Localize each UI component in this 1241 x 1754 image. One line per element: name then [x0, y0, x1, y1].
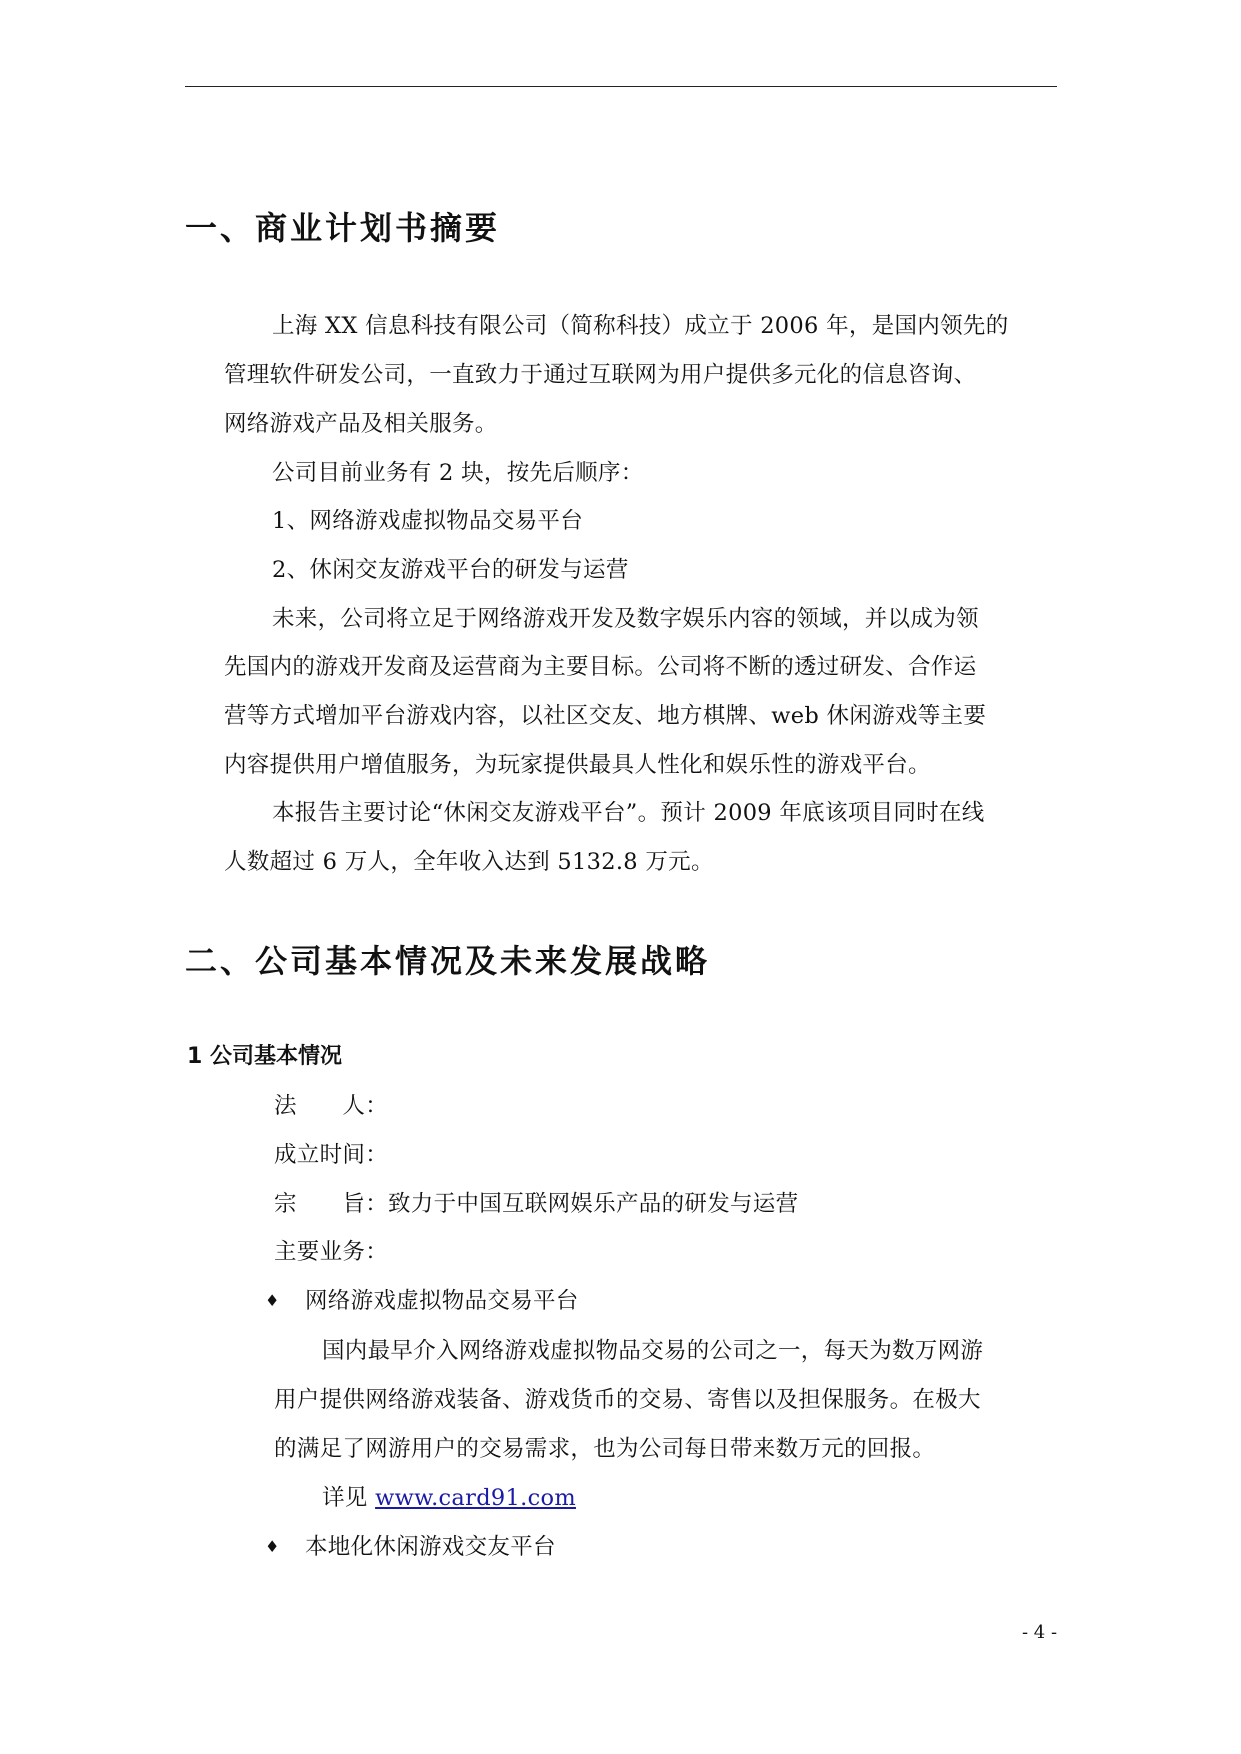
detail-line — [322, 1483, 576, 1513]
paragraph-line: 未来，公司将立足于网络游戏开发及数字娱乐内容的领域，并以成为领 — [272, 606, 979, 632]
paragraph-line: 用户提供网络游戏装备、游戏货币的交易、寄售以及担保服务。在极大 — [274, 1387, 981, 1413]
section-1-title: 一、商业计划书摘要 — [185, 209, 501, 247]
list-item: 1、网络游戏虚拟物品交易平台 — [272, 508, 584, 534]
paragraph-line: 管理软件研发公司，一直致力于通过互联网为用户提供多元化的信息咨询、 — [224, 362, 977, 388]
paragraph-line: 国内最早介入网络游戏虚拟物品交易的公司之一，每天为数万网游 — [322, 1338, 984, 1364]
paragraph-line: 营等方式增加平台游戏内容，以社区交友、地方棋牌、web 休闲游戏等主要 — [224, 703, 987, 729]
bullet-1-title: 网络游戏虚拟物品交易平台 — [305, 1288, 579, 1314]
paragraph-line: 上海 XX 信息科技有限公司（简称科技）成立于 2006 年，是国内领先的 — [272, 313, 1009, 339]
purpose-line: 宗 旨：致力于中国互联网娱乐产品的研发与运营 — [274, 1191, 799, 1217]
paragraph-line: 网络游戏产品及相关服务。 — [224, 411, 498, 437]
bullet-2-title: 本地化休闲游戏交友平台 — [305, 1534, 556, 1560]
paragraph-line: 内容提供用户增值服务，为玩家提供最具人性化和娱乐性的游戏平台。 — [224, 752, 931, 778]
paragraph-line: 人数超过 6 万人，全年收入达到 5132.8 万元。 — [224, 849, 714, 875]
list-item: 2、休闲交友游戏平台的研发与运营 — [272, 557, 629, 583]
paragraph-line: 的满足了网游用户的交易需求，也为公司每日带来数万元的回报。 — [274, 1436, 936, 1462]
paragraph-line: 公司目前业务有 2 块，按先后顺序： — [272, 460, 644, 486]
detail-prefix: 详见 — [322, 1485, 376, 1511]
page-number: - 4 - — [1022, 1622, 1058, 1643]
legal-person-label: 法 人： — [274, 1093, 389, 1119]
paragraph-line: 本报告主要讨论“休闲交友游戏平台”。预计 2009 年底该项目同时在线 — [272, 800, 985, 826]
founded-label: 成立时间： — [274, 1142, 389, 1168]
website-link[interactable]: www.card91.com — [375, 1485, 576, 1511]
diamond-bullet-icon: ♦ — [265, 1537, 280, 1556]
paragraph-line: 先国内的游戏开发商及运营商为主要目标。公司将不断的透过研发、合作运 — [224, 654, 977, 680]
diamond-bullet-icon: ♦ — [265, 1291, 280, 1310]
main-business-label: 主要业务： — [274, 1239, 389, 1265]
header-rule — [185, 86, 1057, 87]
subsection-1-title: 1 公司基本情况 — [187, 1044, 342, 1069]
section-2-title: 二、公司基本情况及未来发展战略 — [185, 942, 711, 980]
